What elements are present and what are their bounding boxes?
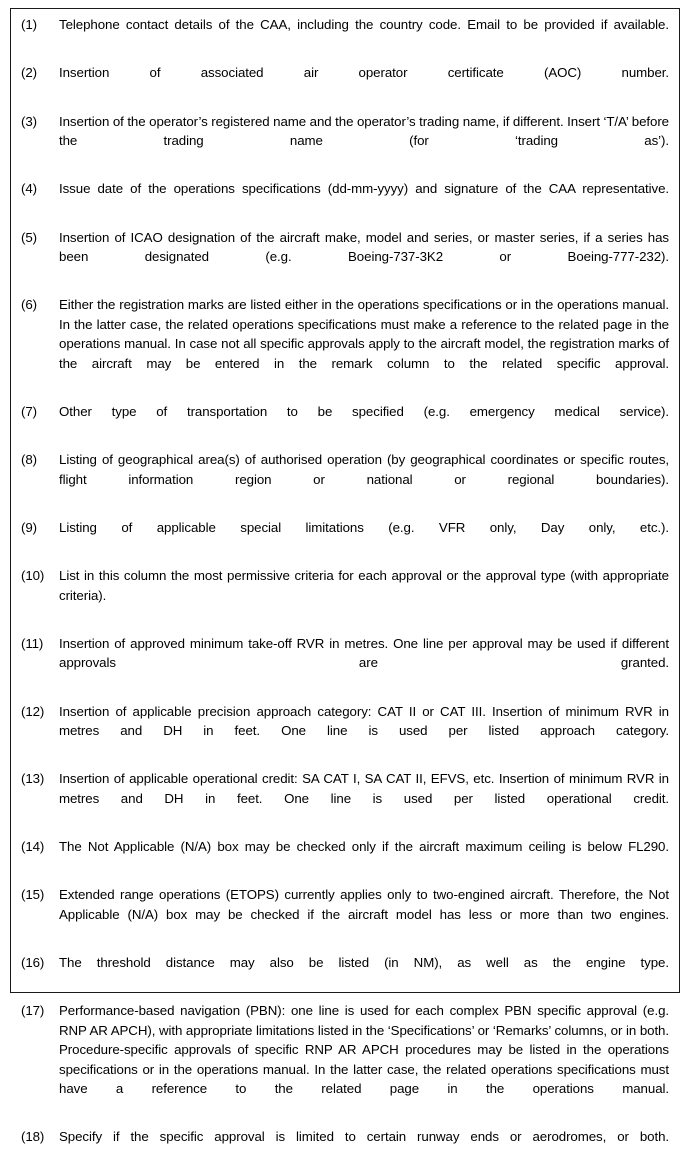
note-number: (6) [21, 297, 37, 313]
note-text: Insertion of associated air operator certificate (AOC) number. [59, 65, 669, 81]
note-number: (5) [21, 229, 37, 245]
note-item [21, 228, 669, 286]
note-item [21, 63, 669, 102]
notes-container [10, 8, 680, 1145]
note-number: (16) [21, 955, 45, 971]
note-number: (13) [21, 771, 45, 787]
note-item [21, 953, 669, 992]
note-item [21, 1001, 669, 1117]
note-item [21, 179, 669, 218]
note-number: (1) [21, 17, 37, 32]
note-item [21, 402, 669, 441]
note-text: Insertion of ICAO designation of the aircraft make, model and series, or master series, if a series has been designated (e.g. Boeing-737-3K2 or Boeing-777-232). [59, 229, 669, 265]
note-item [21, 1127, 669, 1166]
note-text: Listing of geographical area(s) of authorised operation (by geographical coordinates or specific routes, flight information region or national or regional boundaries). [59, 452, 669, 487]
note-number: (10) [21, 568, 45, 584]
note-item [21, 450, 669, 508]
note-number: (17) [21, 1003, 45, 1019]
note-text: Insertion of applicable operational credit: SA CAT I, SA CAT II, EFVS, etc. Insertion of minimum RVR in metres and DH in feet. One line is used per listed operational credit. [59, 771, 669, 806]
note-text: Other type of transportation to be specified (e.g. emergency medical service). [59, 403, 669, 419]
note-item [21, 837, 669, 876]
note-number: (12) [21, 703, 45, 719]
note-number: (18) [21, 1129, 45, 1145]
note-item [21, 112, 669, 170]
note-item [21, 295, 669, 392]
note-text: Performance-based navigation (PBN): one line is used for each complex PBN specific approval (e.g. RNP AR APCH), with appropriate limitations listed in the ‘Specifications’ or ‘Remarks’ columns, or in both. Procedure-specific approvals of specific RNP AR APCH procedures may be listed in the operations specifications or in the operations manual. In the latter case, the related operations specifications must have a reference to the related page in the operations manual. [59, 1003, 669, 1097]
note-number: (7) [21, 403, 37, 419]
note-text: Extended range operations (ETOPS) currently applies only to two-engined aircraft. Therefore, the Not Applicable (N/A) box may be checked if the aircraft model has less or more than two engines. [59, 887, 669, 922]
note-text: Either the registration marks are listed either in the operations specifications or in the operations manual. In the latter case, the related operations specifications must make a reference to the related page in the operations manual. In case not all specific approvals apply to the aircraft model, the registration marks of the aircraft may be entered in the remark column to the related specific approval. [59, 297, 669, 371]
note-number: (15) [21, 887, 45, 903]
note-item [21, 634, 669, 692]
notes-list [21, 15, 669, 1166]
note-number: (2) [21, 65, 37, 81]
note-item [21, 15, 669, 54]
note-text: The threshold distance may also be listed (in NM), as well as the engine type. [59, 955, 669, 971]
note-item [21, 885, 669, 943]
note-item [21, 702, 669, 760]
note-text: Listing of applicable special limitations (e.g. VFR only, Day only, etc.). [59, 519, 669, 535]
note-item [21, 518, 669, 557]
note-text: Insertion of the operator’s registered name and the operator’s trading name, if different. Insert ‘T/A’ before the trading name (for ‘trading as’). [59, 113, 669, 149]
note-item [21, 566, 669, 624]
note-number: (3) [21, 113, 37, 129]
note-text: Telephone contact details of the CAA, including the country code. Email to be provided if available. [59, 17, 669, 32]
note-number: (14) [21, 839, 45, 855]
note-text: List in this column the most permissive criteria for each approval or the approval type (with appropriate criteria). [59, 568, 669, 603]
note-number: (4) [21, 181, 37, 197]
note-text: Specify if the specific approval is limited to certain runway ends or aerodromes, or both. [59, 1129, 669, 1145]
note-number: (8) [21, 452, 37, 468]
note-text: Insertion of approved minimum take-off RVR in metres. One line per approval may be used if different approvals are granted. [59, 635, 669, 671]
note-text: Issue date of the operations specifications (dd-mm-yyyy) and signature of the CAA representative. [59, 181, 669, 197]
note-number: (9) [21, 519, 37, 535]
note-item [21, 769, 669, 827]
note-text: Insertion of applicable precision approach category: CAT II or CAT III. Insertion of minimum RVR in metres and DH in feet. One line is used per listed approach category. [59, 703, 669, 739]
note-text: The Not Applicable (N/A) box may be checked only if the aircraft maximum ceiling is below FL290. [59, 839, 669, 855]
note-number: (11) [21, 635, 44, 651]
